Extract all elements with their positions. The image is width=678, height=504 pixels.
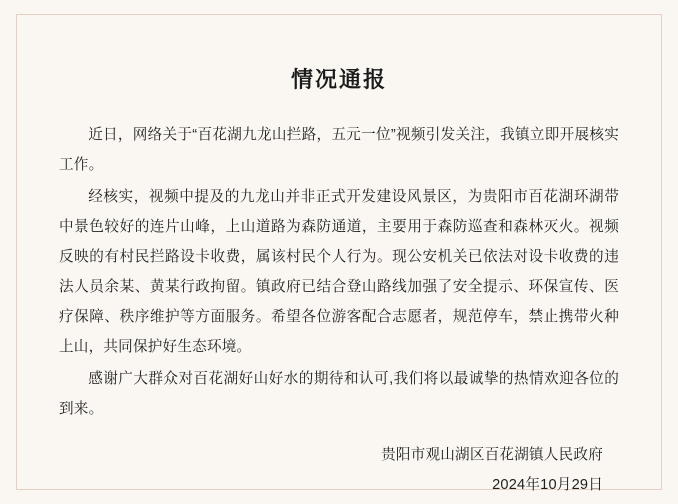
signature-date: 2024年10月29日 (492, 477, 603, 493)
signature-block (59, 440, 619, 500)
paragraph: 感谢广大群众对百花湖好山好水的期待和认可,我们将以最诚挚的热情欢迎各位的到来。 (59, 371, 619, 417)
paragraph: 经核实，视频中提及的九龙山并非正式开发建设风景区，为贵阳市百花湖环湖带中景色较好的连片山峰，上山道路为森防通道，主要用于森防巡查和森林灭火。视频反映的有村民拦路设卡收费，属该村民个人行为。现公安机关已依法对设卡收费的违法人员余某、黄某行政拘留。镇政府已结合登山路线加强了安全提示、环保宣传、医疗保障、秩序维护等方面服务。希望各位游客配合志愿者，规范停车，禁止携带火种上山，共同保护好生态环境。 (59, 189, 619, 355)
signature-issuer: 贵阳市观山湖区百花湖镇人民政府 (381, 447, 603, 463)
page-title: 情况通报 (290, 67, 387, 92)
document-frame (16, 14, 662, 493)
document-body (59, 120, 619, 426)
paragraph: 近日，网络关于“百花湖九龙山拦路，五元一位”视频引发关注，我镇立即开展核实工作。 (59, 127, 619, 173)
